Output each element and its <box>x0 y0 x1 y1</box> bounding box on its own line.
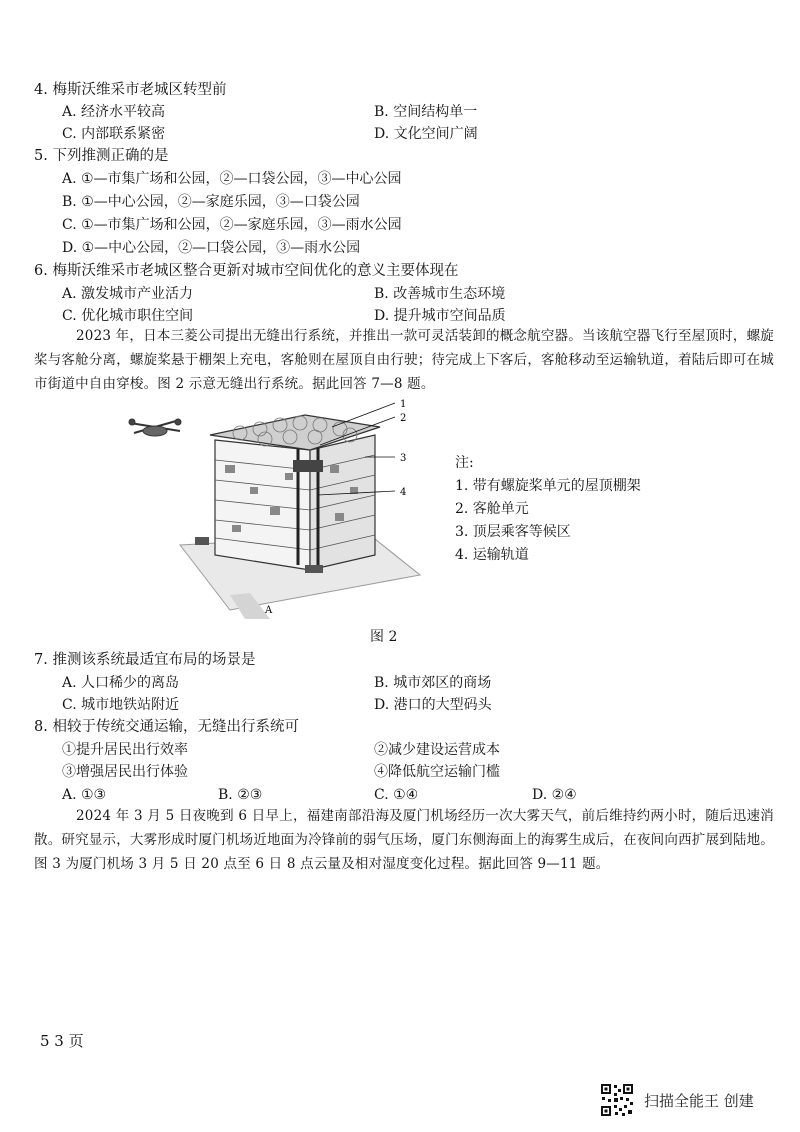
note-item: 4. 运输轨道 <box>455 547 529 563</box>
q8-option-c: C. ①④ <box>374 787 419 803</box>
ground-vehicle <box>195 537 209 545</box>
q7-stem: 7. 推测该系统最适宜布局的场景是 <box>34 652 256 668</box>
page-number: 5 3 页 <box>40 1032 84 1050</box>
q8-option-b: B. ②③ <box>218 787 263 803</box>
q5-option-b: B. ①—中心公园，②—家庭乐园，③—口袋公园 <box>62 194 360 210</box>
notes-title: 注: <box>455 455 474 471</box>
q6-option-d: D. 提升城市空间品质 <box>374 308 506 324</box>
q4-stem: 4. 梅斯沃维采市老城区转型前 <box>34 82 227 98</box>
qr-code-icon <box>600 1083 634 1117</box>
scanner-app-label: 扫描全能王 创建 <box>644 1091 754 1110</box>
figure-label-2: 2 <box>400 413 407 424</box>
q6-stem: 6. 梅斯沃维采市老城区整合更新对城市空间优化的意义主要体现在 <box>34 263 459 279</box>
q6-option-b: B. 改善城市生态环境 <box>374 286 506 302</box>
q7-option-b: B. 城市郊区的商场 <box>374 675 492 691</box>
q8-option-a: A. ①③ <box>62 787 107 803</box>
q7-option-d: D. 港口的大型码头 <box>374 697 492 713</box>
note-item: 3. 顶层乘客等候区 <box>455 524 571 540</box>
q8-stem: 8. 相较于传统交通运输，无缝出行系统可 <box>34 719 299 735</box>
figure-label-3: 3 <box>400 453 407 464</box>
passage-seamless-travel <box>34 324 774 396</box>
passage-xiamen-fog-text: 2024 年 3 月 5 日夜晚到 6 日早上，福建南部沿海及厦门机场经历一次大雾天气，前后维持约两小时，随后迅速消散。研究显示，大雾形成时厦门机场近地面为冷锋前的弱气压场，厦门东侧海面上的海雾生成后，在夜间向西扩展到陆地。图 3 为厦门机场 3 月 5 日 20 点至 6 日 8 点云量及相对湿度变化过程。据此回答 9—11 题。 <box>34 808 774 872</box>
figure-label-1: 1 <box>400 399 407 410</box>
q8-statement-1: ①提升居民出行效率 <box>62 742 188 758</box>
aircraft-icon <box>129 419 181 436</box>
scanner-watermark <box>600 1082 754 1118</box>
q8-statement-3: ③增强居民出行体验 <box>62 764 188 780</box>
q8-statement-2: ②减少建设运营成本 <box>374 742 500 758</box>
q8-statement-4: ④降低航空运输门槛 <box>374 764 500 780</box>
q8-option-d: D. ②④ <box>532 787 577 803</box>
figure-label-4: 4 <box>400 487 407 498</box>
passage-seamless-travel-text: 2023 年，日本三菱公司提出无缝出行系统，并推出一款可灵活装卸的概念航空器。当该航空器飞行至屋顶时，螺旋桨与客舱分离，螺旋桨悬于棚架上充电，客舱则在屋顶自由行驶；待完成上下客后，客舱移动至运输轨道，着陆后即可在城市街道中自由穿梭。图 2 示意无缝出行系统。据此回答 7—8 题。 <box>34 328 774 392</box>
q7-option-a: A. 人口稀少的离岛 <box>62 675 180 691</box>
seamless-travel-building-illustration <box>120 395 440 620</box>
q5-option-c: C. ①—市集广场和公园，②—家庭乐园，③—雨水公园 <box>62 217 402 233</box>
note-item: 2. 客舱单元 <box>455 501 529 517</box>
figure-ground-mark: A <box>265 605 273 616</box>
q4-option-b: B. 空间结构单一 <box>374 104 478 120</box>
figure-notes <box>455 452 641 567</box>
q4-option-c: C. 内部联系紧密 <box>62 126 166 142</box>
q4-option-a: A. 经济水平较高 <box>62 104 166 120</box>
cabin-unit <box>293 460 323 472</box>
q7-option-c: C. 城市地铁站附近 <box>62 697 180 713</box>
q6-option-a: A. 激发城市产业活力 <box>62 286 194 302</box>
note-item: 1. 带有螺旋桨单元的屋顶棚架 <box>455 478 641 494</box>
figure-caption: 图 2 <box>370 629 398 645</box>
q5-option-d: D. ①—中心公园，②—口袋公园，③—雨水公园 <box>62 240 361 256</box>
q4-option-d: D. 文化空间广阔 <box>374 126 478 142</box>
q5-option-a: A. ①—市集广场和公园，②—口袋公园，③—中心公园 <box>62 171 402 187</box>
passage-xiamen-fog <box>34 804 774 876</box>
q5-stem: 5. 下列推测正确的是 <box>34 148 169 164</box>
ground-vehicle <box>305 565 323 573</box>
q6-option-c: C. 优化城市职住空间 <box>62 308 194 324</box>
